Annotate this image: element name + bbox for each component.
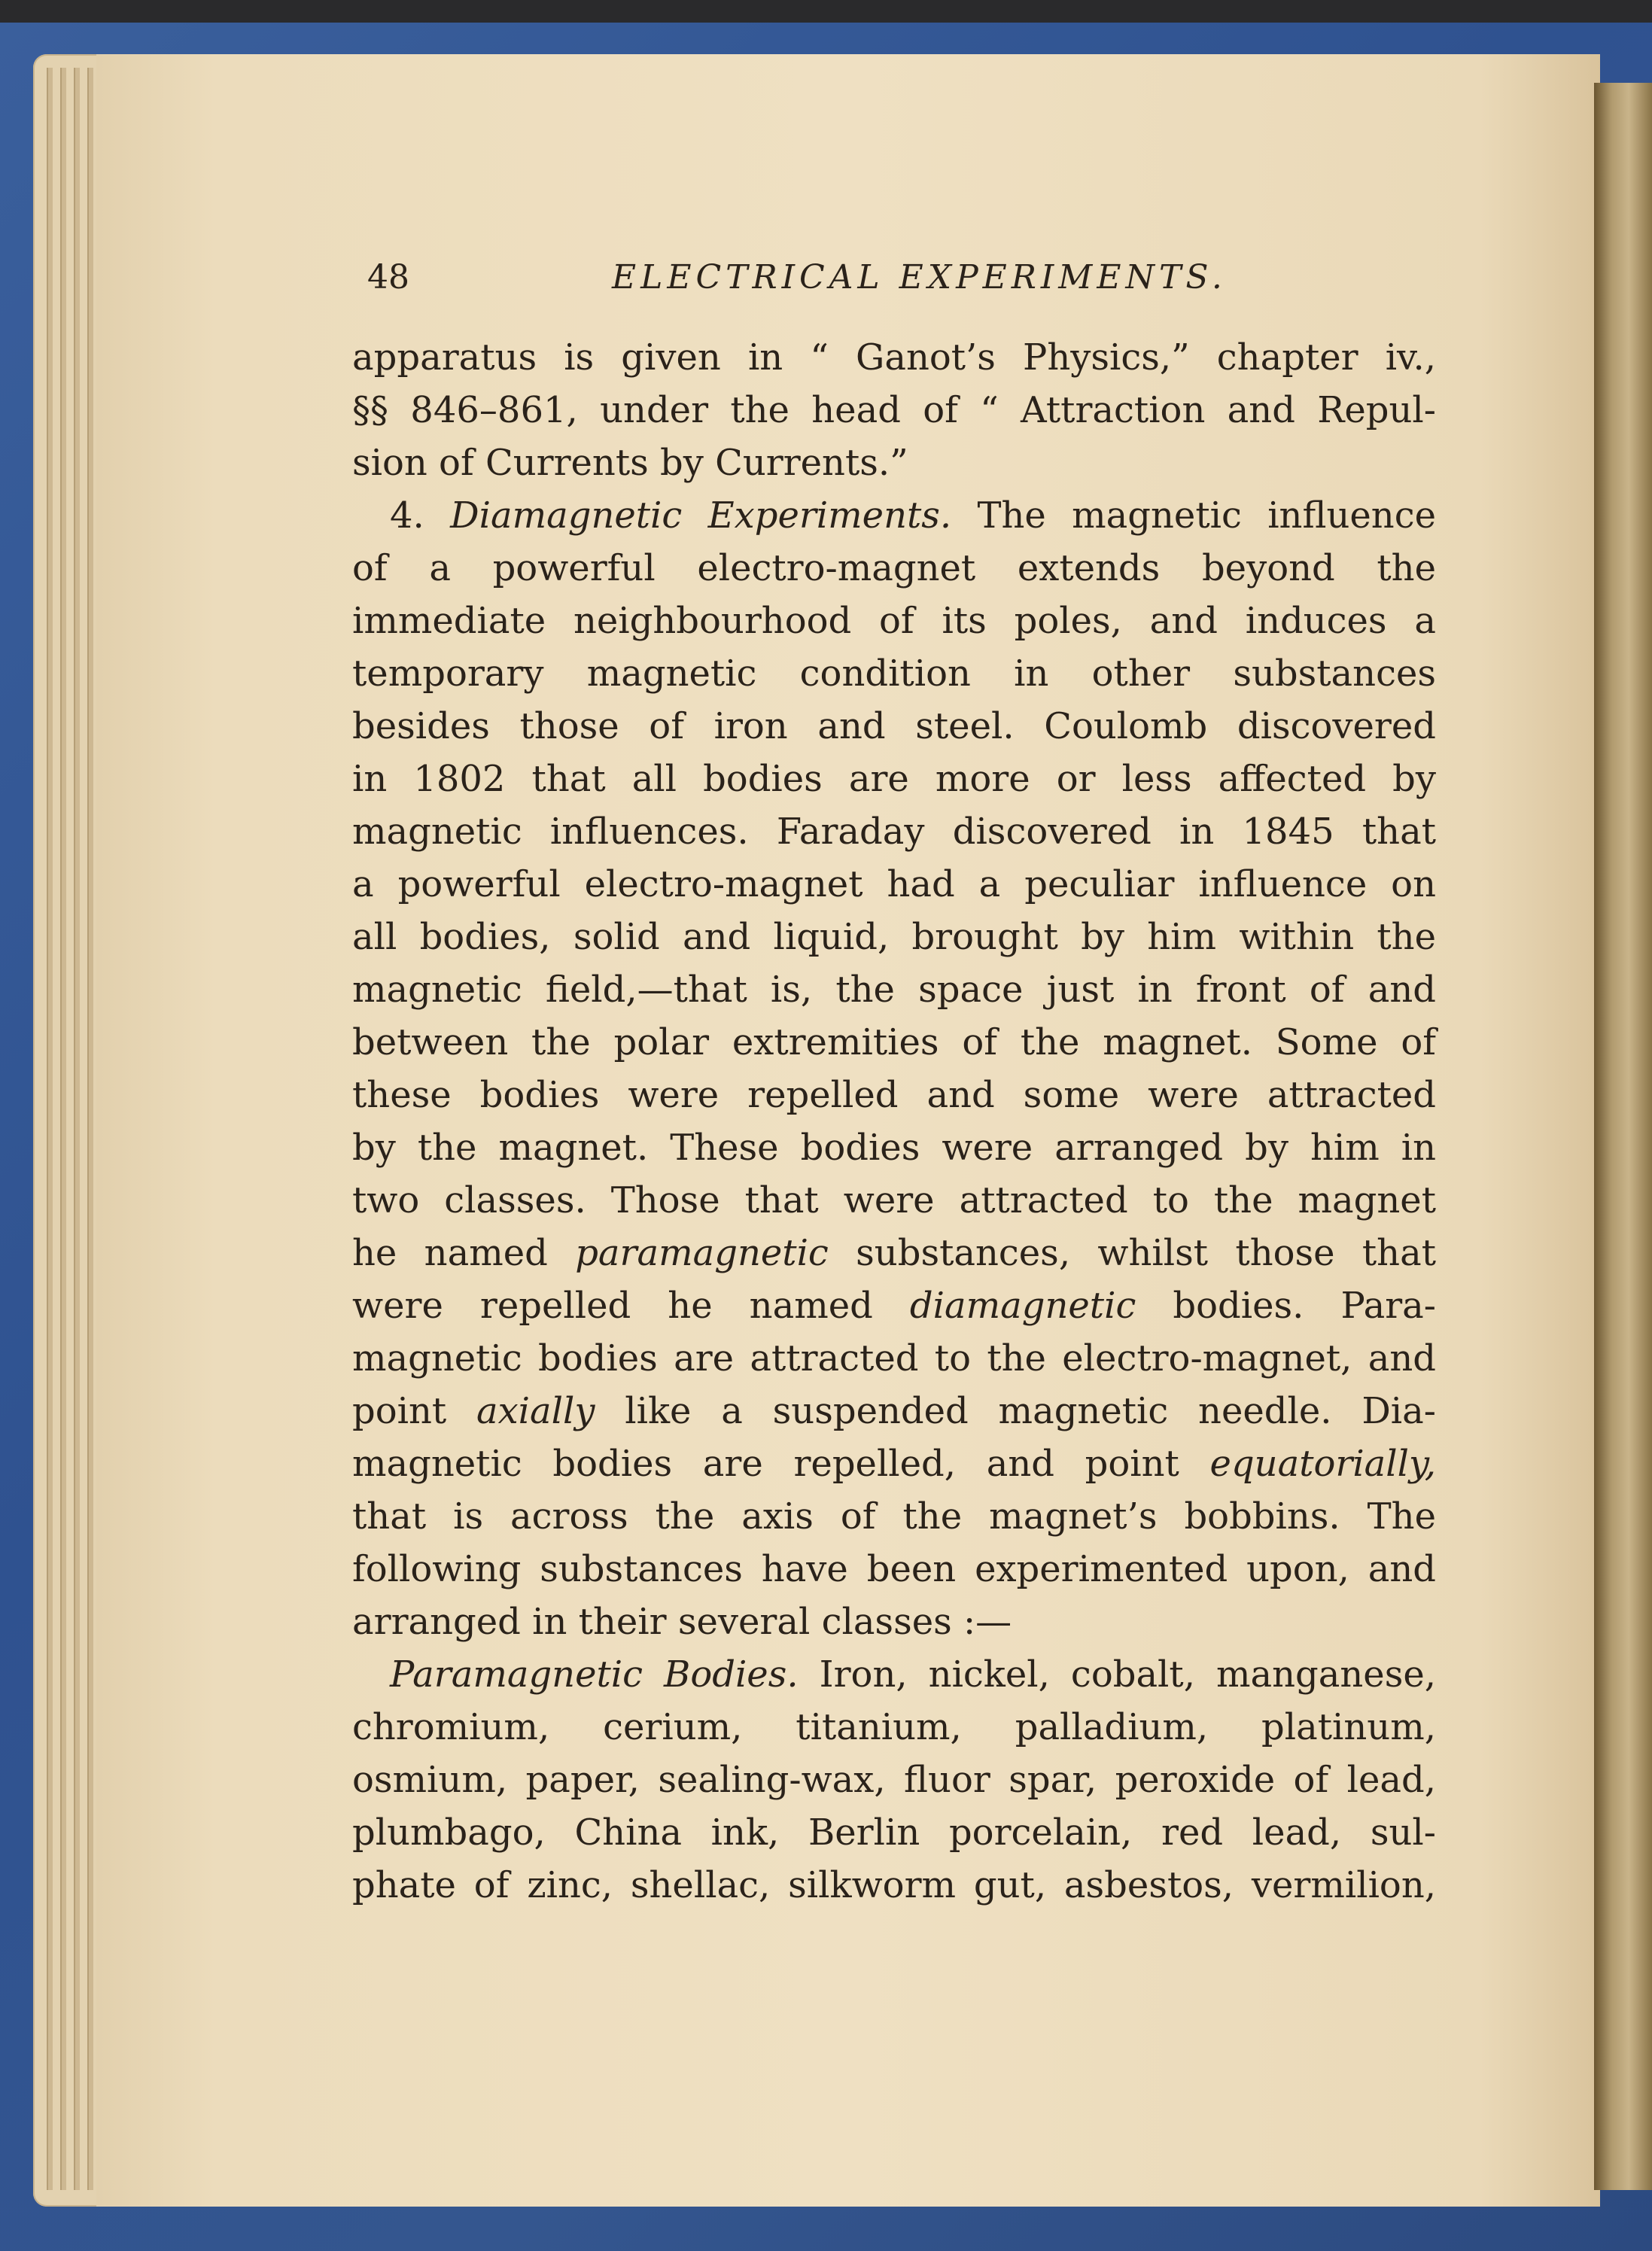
text-line: arranged in their several classes :— [352, 1601, 1012, 1643]
text-line: magnetic bodies are attracted to the electro-magnet, and [352, 1337, 1436, 1379]
text-line: magnetic field,—that is, the space just in front of and [352, 969, 1436, 1011]
page-edge [47, 68, 53, 2190]
italic-term: diamagnetic [909, 1285, 1136, 1327]
page-header [367, 258, 1436, 311]
italic-term: Diamagnetic Experiments. [450, 494, 952, 537]
text-line: in 1802 that all bodies are more or less affected by [352, 758, 1436, 800]
text-line: Paramagnetic Bodies. Iron, nickel, cobalt, manganese, [390, 1653, 1436, 1696]
italic-term: equatorially, [1209, 1443, 1436, 1485]
text-line: chromium, cerium, titanium, palladium, platinum, [352, 1706, 1436, 1748]
italic-term: paramagnetic [575, 1232, 829, 1274]
text-line: he named paramagnetic substances, whilst those that [352, 1232, 1436, 1274]
page-edge [74, 68, 80, 2190]
text-line: immediate neighbourhood of its poles, and induces a [352, 600, 1436, 642]
text-line: temporary magnetic condition in other substances [352, 652, 1436, 695]
text-line: 4. Diamagnetic Experiments. The magnetic influence [390, 494, 1436, 537]
page-edge [60, 68, 66, 2190]
text-line: apparatus is given in “ Ganot’s Physics,” chapter iv., [352, 336, 1436, 379]
page-edge [87, 68, 93, 2190]
text-line: sion of Currents by Currents.” [352, 442, 908, 484]
text-line: magnetic influences. Faraday discovered in 1845 that [352, 811, 1436, 853]
italic-term: Paramagnetic Bodies. [390, 1653, 799, 1696]
text-line: §§ 846–861, under the head of “ Attraction and Repul- [352, 389, 1436, 431]
text-line: all bodies, solid and liquid, brought by him within the [352, 916, 1436, 958]
text-line: following substances have been experimented upon, and [352, 1548, 1436, 1590]
text-line: point axially like a suspended magnetic needle. Dia- [352, 1390, 1436, 1432]
text-line: were repelled he named diamagnetic bodies. Para- [352, 1285, 1436, 1327]
text-line: by the magnet. These bodies were arranged by him in [352, 1127, 1436, 1169]
text-line: between the polar extremities of the magnet. Some of [352, 1021, 1436, 1063]
text-line: osmium, paper, sealing-wax, fluor spar, peroxide of lead, [352, 1759, 1436, 1801]
text-line: phate of zinc, shellac, silkworm gut, asbestos, vermilion, [352, 1864, 1436, 1906]
facing-page-edge [1594, 83, 1652, 2190]
text-line: besides those of iron and steel. Coulomb discovered [352, 705, 1436, 747]
text-line: two classes. Those that were attracted to the magnet [352, 1179, 1436, 1221]
text-line: a powerful electro-magnet had a peculiar influence on [352, 863, 1436, 905]
page-number: 48 [367, 258, 409, 297]
text-line: these bodies were repelled and some were attracted [352, 1074, 1436, 1116]
text-line: plumbago, China ink, Berlin porcelain, red lead, sul- [352, 1811, 1436, 1854]
italic-term: axially [476, 1390, 595, 1432]
text-line: that is across the axis of the magnet’s bobbins. The [352, 1495, 1436, 1538]
text-line: magnetic bodies are repelled, and point equatorially, [352, 1443, 1436, 1485]
text-line: of a powerful electro-magnet extends beyond the [352, 547, 1436, 589]
running-head: ELECTRICAL EXPERIMENTS. [612, 258, 1227, 297]
